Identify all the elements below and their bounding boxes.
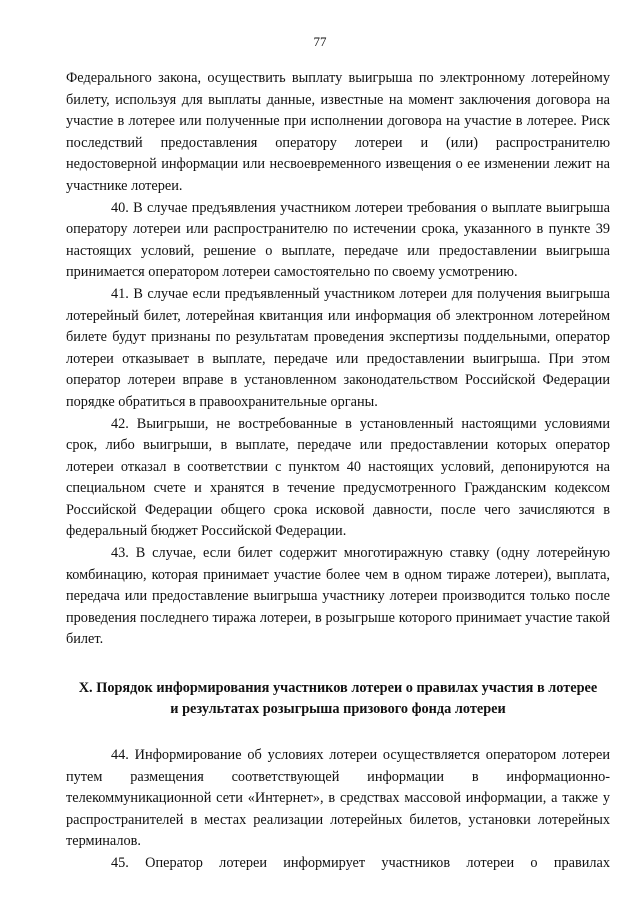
paragraph-continuation: Федерального закона, осуществить выплату выигрыша по электронному лотерейному билету, используя для выплаты данные, известные на момент заключения договора на участие в лотерее или полученные при исполнении договора на участие в лотерее. Риск последствий предоставления оператору лотереи и (или) распространителю недостоверной информации или несвоевременного извещения о ее изменении лежит на участнике лотереи. xyxy=(66,70,610,194)
paragraph-43: 43. В случае, если билет содержит многотиражную ставку (одну лотерейную комбинацию, которая принимает участие более чем в одном тираже лотереи), выплата, передача или предоставление выигрыша участнику лотереи производится только после проведения последнего тиража лотереи, в розыгрыше которого принимает участие такой билет. xyxy=(66,545,610,648)
paragraph-40: 40. В случае предъявления участником лотереи требования о выплате выигрыша оператору лотереи или распространителю по истечении срока, указанного в пункте 39 настоящих условий, решение о выплате, передаче или предоставлении выигрыша принимается оператором лотереи самостоятельно по своему усмотрению. xyxy=(66,199,610,281)
section-heading-line-2: и результатах розыгрыша призового фонда лотереи xyxy=(170,701,506,718)
section-heading xyxy=(66,678,610,720)
paragraph-45: 45. Оператор лотереи информирует участников лотереи о правилах xyxy=(111,855,610,871)
page-number: 77 xyxy=(313,34,327,49)
paragraph-42: 42. Выигрыши, не востребованные в установленный настоящими условиями срок, либо выигрыши, в выплате, передаче или предоставлении которых оператор лотереи отказал в соответствии с пунктом 40 настоящих условий, депонируются на специальном счете и хранятся в течение предусмотренного Гражданским кодексом Российской Федерации общего срока исковой давности, после чего зачисляются в федеральный бюджет Российской Федерации. xyxy=(66,415,610,540)
section-heading-line-1: X. Порядок информирования участников лотереи о правилах участия в лотерее xyxy=(78,680,598,697)
paragraph-44: 44. Информирование об условиях лотереи осуществляется оператором лотереи путем размещения соответствующей информации в информационно-телекоммуникационной сети «Интернет», в средствах массовой информации, а также у распространителей в местах реализации лотерейных билетов, установки лотерейных терминалов. xyxy=(66,747,610,850)
paragraph-41: 41. В случае если предъявленный участником лотереи для получения выигрыша лотерейный билет, лотерейная квитанция или информация об электронном лотерейном билете будут признаны по результатам проведения экспертизы поддельными, оператор лотереи отказывает в выплате, передаче или предоставлении выигрыша. При этом оператор лотереи вправе в установленном законодательством Российской Федерации порядке обратиться в правоохранительные органы. xyxy=(66,285,610,410)
document-body xyxy=(66,68,610,875)
